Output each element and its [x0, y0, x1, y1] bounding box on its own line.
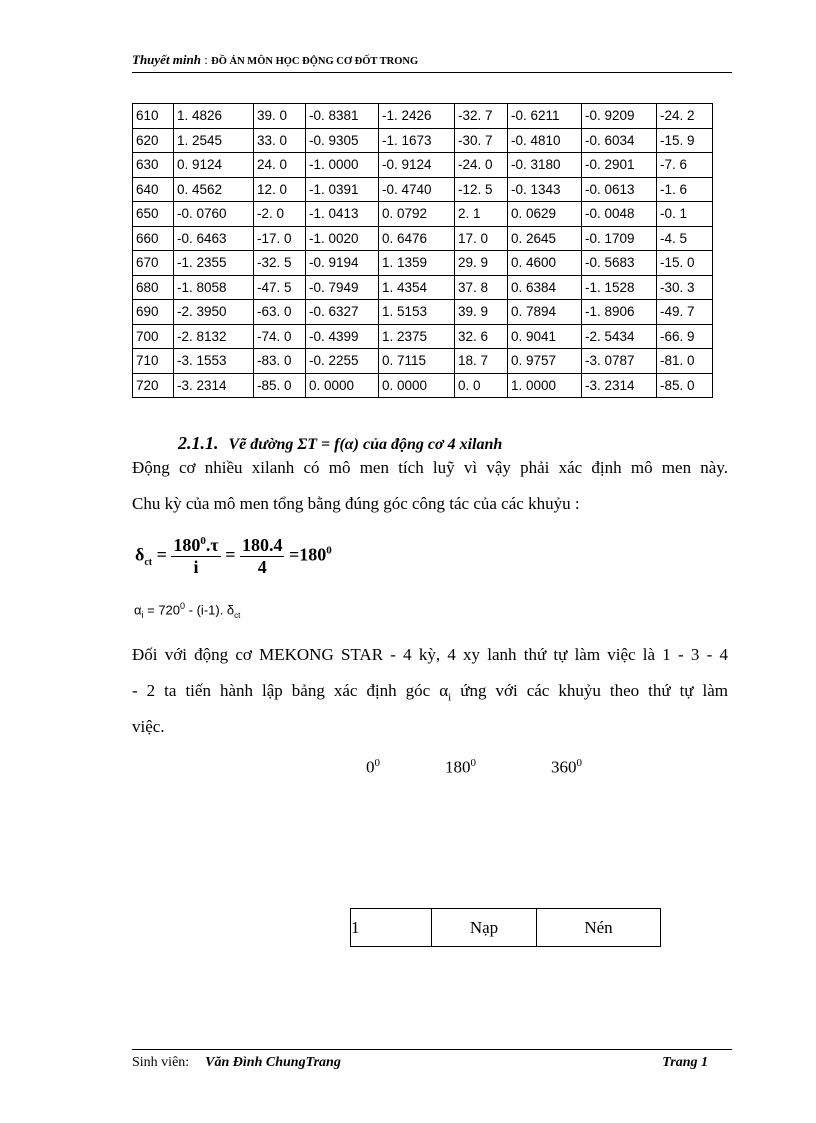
- table-cell: -0. 4740: [379, 177, 455, 202]
- table-row: [133, 300, 713, 325]
- table-row: [133, 373, 713, 398]
- table-cell: -0. 1: [657, 202, 713, 227]
- formula-eq-3: =: [288, 544, 300, 565]
- table-cell: -0. 6211: [508, 104, 582, 129]
- table-cell: 1. 1359: [379, 251, 455, 276]
- degree-0-value: 0: [366, 757, 375, 777]
- table-cell: 660: [133, 226, 174, 251]
- table-cell: -24. 2: [657, 104, 713, 129]
- table-cell: -15. 0: [657, 251, 713, 276]
- table-cell: 0. 7894: [508, 300, 582, 325]
- alpha-mid: = 720: [143, 602, 181, 618]
- formula-eq-2: =: [225, 544, 236, 565]
- table-cell: 0. 0629: [508, 202, 582, 227]
- header-title: ĐỒ ÁN MÔN HỌC ĐỘNG CƠ ĐỐT TRONG: [211, 56, 419, 67]
- table-cell: 12. 0: [254, 177, 306, 202]
- table-cell: 0. 2645: [508, 226, 582, 251]
- table-row: [133, 153, 713, 178]
- table-cell: -0. 6463: [174, 226, 254, 251]
- table-cell: 1. 0000: [508, 373, 582, 398]
- table-cell: -3. 0787: [582, 349, 657, 374]
- table-cell: -0. 5683: [582, 251, 657, 276]
- table-cell: 29. 9: [455, 251, 508, 276]
- table-cell: 1. 4826: [174, 104, 254, 129]
- degree-360-value: 360: [551, 757, 577, 777]
- fraction-1-sup: 0: [200, 535, 206, 547]
- table-cell: -3. 2314: [174, 373, 254, 398]
- footer-rule: [132, 1049, 732, 1050]
- table-cell: -1. 8906: [582, 300, 657, 325]
- table-cell: -0. 9209: [582, 104, 657, 129]
- table-cell: -0. 4810: [508, 128, 582, 153]
- footer-label: Sinh viên:: [132, 1055, 190, 1070]
- table-cell: -0. 6034: [582, 128, 657, 153]
- alpha-formula: [134, 601, 240, 620]
- table-cell: -1. 6: [657, 177, 713, 202]
- footer-page-number: Trang 1: [662, 1055, 708, 1070]
- degree-360-sup: 0: [576, 757, 582, 769]
- phase-stroke-1: Nạp: [432, 909, 537, 947]
- table-cell: -49. 7: [657, 300, 713, 325]
- table-cell: 720: [133, 373, 174, 398]
- table-cell: -30. 7: [455, 128, 508, 153]
- fraction-1-numerator: 180: [173, 535, 201, 555]
- table-cell: -12. 5: [455, 177, 508, 202]
- table-cell: -0. 2901: [582, 153, 657, 178]
- paragraph-2-alpha: α: [439, 681, 449, 700]
- fraction-1: [171, 535, 220, 578]
- formula-lhs: δ: [135, 544, 145, 565]
- table-cell: -17. 0: [254, 226, 306, 251]
- table-cell: -83. 0: [254, 349, 306, 374]
- table-cell: -0. 7949: [306, 275, 379, 300]
- table-cell: -30. 3: [657, 275, 713, 300]
- table-cell: 24. 0: [254, 153, 306, 178]
- table-cell: -0. 8381: [306, 104, 379, 129]
- table-cell: -3. 1553: [174, 349, 254, 374]
- table-cell: -0. 4399: [306, 324, 379, 349]
- table-cell: -0. 9124: [379, 153, 455, 178]
- table-cell: 37. 8: [455, 275, 508, 300]
- table-row: [133, 251, 713, 276]
- table-cell: 680: [133, 275, 174, 300]
- paragraph-1-line-1: Động cơ nhiều xilanh có mô men tích luỹ vì vậy phải xác định mô men này.: [132, 458, 728, 477]
- table-cell: -0. 9194: [306, 251, 379, 276]
- table-cell: 18. 7: [455, 349, 508, 374]
- table-cell: -0. 1709: [582, 226, 657, 251]
- table-cell: -0. 6327: [306, 300, 379, 325]
- table-cell: -4. 5: [657, 226, 713, 251]
- degree-0: [366, 757, 380, 778]
- phase-table: [350, 908, 661, 947]
- phase-stroke-2: Nén: [537, 909, 661, 947]
- table-cell: -74. 0: [254, 324, 306, 349]
- table-row: [133, 275, 713, 300]
- fraction-1-denominator: i: [193, 557, 199, 577]
- degree-0-sup: 0: [374, 757, 380, 769]
- fraction-2-denominator: 4: [257, 557, 267, 577]
- table-cell: -15. 9: [657, 128, 713, 153]
- section-title: Vẽ đường ΣT = f(α) của động cơ 4 xilanh: [228, 436, 503, 453]
- section-heading: [178, 433, 502, 454]
- table-cell: 670: [133, 251, 174, 276]
- page-header: [132, 52, 732, 72]
- formula-rhs-sup: 0: [326, 544, 332, 557]
- table-cell: -0. 0613: [582, 177, 657, 202]
- table-cell: -2. 8132: [174, 324, 254, 349]
- table-cell: 33. 0: [254, 128, 306, 153]
- table-row: [133, 104, 713, 129]
- table-cell: -1. 1528: [582, 275, 657, 300]
- table-cell: -0. 0048: [582, 202, 657, 227]
- table-cell: 0. 0: [455, 373, 508, 398]
- table-cell: 39. 9: [455, 300, 508, 325]
- data-table: [132, 103, 713, 398]
- fraction-2-numerator: 180.4: [241, 535, 283, 555]
- table-cell: -81. 0: [657, 349, 713, 374]
- table-cell: 32. 6: [455, 324, 508, 349]
- table-cell: -1. 0000: [306, 153, 379, 178]
- formula-lhs-sub: ct: [144, 557, 153, 569]
- paragraph-2-line-2a: - 2 ta tiến hành lập bảng xác định góc: [132, 681, 440, 700]
- table-cell: 17. 0: [455, 226, 508, 251]
- formula-eq-1: =: [156, 544, 167, 565]
- table-cell: 0. 0000: [379, 373, 455, 398]
- table-cell: 1. 4354: [379, 275, 455, 300]
- table-cell: -2. 5434: [582, 324, 657, 349]
- alpha-tail-sub: ct: [234, 610, 241, 620]
- table-cell: -47. 5: [254, 275, 306, 300]
- table-cell: 0. 0000: [306, 373, 379, 398]
- degree-180-value: 180: [445, 757, 471, 777]
- table-cell: -0. 0760: [174, 202, 254, 227]
- table-cell: 1. 2375: [379, 324, 455, 349]
- alpha-sup: 0: [180, 601, 186, 611]
- header-label: Thuyết minh: [132, 52, 201, 67]
- table-cell: -1. 0413: [306, 202, 379, 227]
- table-cell: -2. 3950: [174, 300, 254, 325]
- table-cell: -3. 2314: [582, 373, 657, 398]
- table-cell: -66. 9: [657, 324, 713, 349]
- alpha-tail: - (i-1). δ: [185, 602, 235, 618]
- table-cell: -32. 5: [254, 251, 306, 276]
- table-cell: 700: [133, 324, 174, 349]
- table-row: [133, 177, 713, 202]
- table-cell: 0. 4562: [174, 177, 254, 202]
- table-cell: -1. 0391: [306, 177, 379, 202]
- table-cell: -1. 1673: [379, 128, 455, 153]
- table-cell: 0. 6384: [508, 275, 582, 300]
- table-cell: -0. 9305: [306, 128, 379, 153]
- table-cell: -24. 0: [455, 153, 508, 178]
- table-cell: 0. 9124: [174, 153, 254, 178]
- table-cell: 710: [133, 349, 174, 374]
- degree-180-sup: 0: [470, 757, 476, 769]
- table-cell: 2. 1: [455, 202, 508, 227]
- table-cell: -63. 0: [254, 300, 306, 325]
- table-cell: -0. 1343: [508, 177, 582, 202]
- table-cell: -0. 3180: [508, 153, 582, 178]
- degree-360: [551, 757, 582, 778]
- table-cell: -85. 0: [254, 373, 306, 398]
- table-cell: 0. 6476: [379, 226, 455, 251]
- table-cell: 0. 7115: [379, 349, 455, 374]
- table-cell: -32. 7: [455, 104, 508, 129]
- alpha-sub: i: [141, 609, 144, 620]
- table-cell: 0. 9757: [508, 349, 582, 374]
- fraction-2: [240, 535, 285, 578]
- table-cell: 1. 5153: [379, 300, 455, 325]
- footer-student-name: Văn Đình ChungTrang: [205, 1055, 341, 1070]
- page-footer: [132, 1055, 712, 1071]
- header-rule: [132, 72, 732, 73]
- header-separator: :: [201, 52, 212, 67]
- table-row: [133, 349, 713, 374]
- table-cell: -2. 0: [254, 202, 306, 227]
- table-cell: 650: [133, 202, 174, 227]
- table-cell: -1. 8058: [174, 275, 254, 300]
- table-cell: 610: [133, 104, 174, 129]
- alpha-symbol: α: [134, 602, 142, 618]
- paragraph-1-line-2: Chu kỳ của mô men tổng bằng đúng góc công tác của các khuỷu :: [132, 494, 580, 513]
- table-cell: -0. 2255: [306, 349, 379, 374]
- phase-cylinder: 1: [351, 909, 432, 947]
- table-cell: -1. 0020: [306, 226, 379, 251]
- table-row: [133, 202, 713, 227]
- table-cell: 39. 0: [254, 104, 306, 129]
- fraction-1-tail: .τ: [205, 535, 219, 555]
- table-cell: 1. 2545: [174, 128, 254, 153]
- table-cell: -1. 2426: [379, 104, 455, 129]
- table-cell: 630: [133, 153, 174, 178]
- table-row: [133, 128, 713, 153]
- degree-180: [445, 757, 476, 778]
- table-row: [133, 226, 713, 251]
- table-cell: 640: [133, 177, 174, 202]
- table-cell: 0. 4600: [508, 251, 582, 276]
- formula-rhs: 180: [299, 544, 327, 565]
- paragraph-2-line-2b: ứng với các khuỷu theo thứ tự làm: [451, 681, 729, 700]
- table-cell: -85. 0: [657, 373, 713, 398]
- paragraph-2-line-2: [132, 679, 728, 709]
- table-cell: -7. 6: [657, 153, 713, 178]
- table-cell: 620: [133, 128, 174, 153]
- table-cell: 0. 0792: [379, 202, 455, 227]
- table-cell: 0. 9041: [508, 324, 582, 349]
- table-cell: 690: [133, 300, 174, 325]
- section-number: 2.1.1.: [178, 433, 219, 453]
- paragraph-2-alpha-sub: i: [448, 691, 452, 704]
- table-cell: -1. 2355: [174, 251, 254, 276]
- paragraph-2-line-3: việc.: [132, 717, 165, 736]
- table-row: [133, 324, 713, 349]
- paragraph-2-line-1: Đối với động cơ MEKONG STAR - 4 kỳ, 4 xy lanh thứ tự làm việc là 1 - 3 - 4: [132, 645, 728, 664]
- working-angle-formula: [135, 535, 332, 578]
